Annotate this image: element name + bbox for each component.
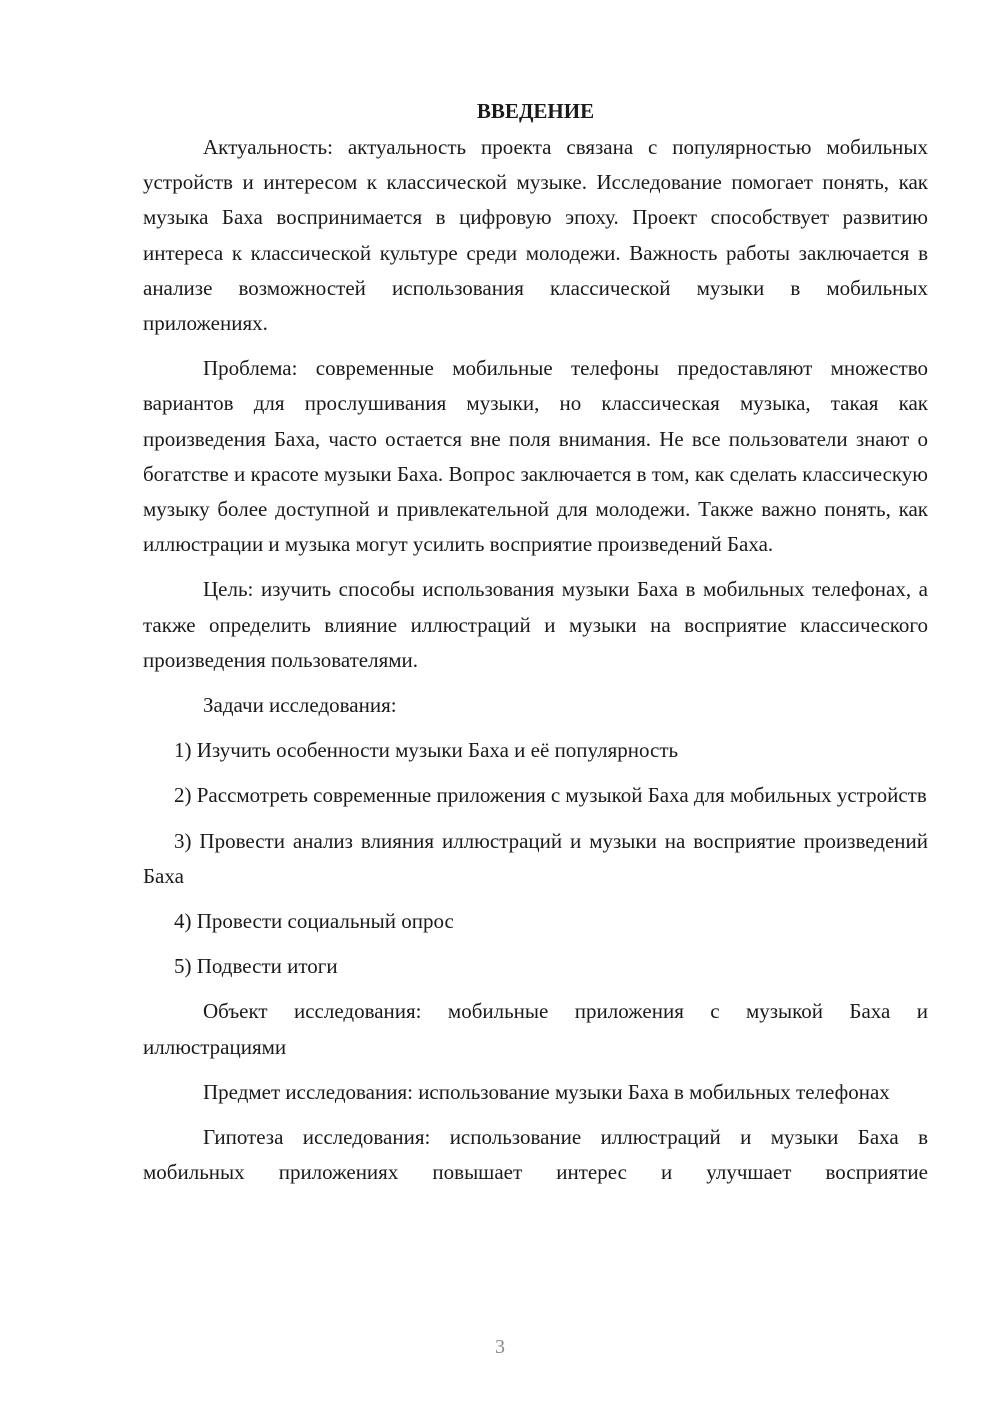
paragraph-object: Объект исследования: мобильные приложения с музыкой Баха и иллюстрациями — [143, 999, 928, 1059]
task-item-5: 5) Подвести итоги — [174, 954, 338, 979]
paragraph-goal: Цель: изучить способы использования музыки Баха в мобильных телефонах, а также определить влияние иллюстраций и музыки на восприятие классического произведения пользователями. — [143, 577, 928, 672]
paragraph-problem: Проблема: современные мобильные телефоны предоставляют множество вариантов для прослушивания музыки, но классическая музыка, такая как произведения Баха, часто остается вне поля внимания. Не все пользователи знают о богатстве и красоте музыки Баха. Вопрос заключается в том, как сделать классическую музыку более доступной и привлекательной для молодежи. Также важно понять, как иллюстрации и музыка могут усилить восприятие произведений Баха. — [143, 356, 928, 557]
task-item-4: 4) Провести социальный опрос — [174, 909, 454, 934]
task-item-1: 1) Изучить особенности музыки Баха и её популярность — [174, 738, 679, 763]
tasks-heading: Задачи исследования: — [203, 693, 397, 718]
paragraph-hypothesis: Гипотеза исследования: использование иллюстраций и музыки Баха в мобильных приложениях повышает интерес и улучшает восприятие — [143, 1125, 928, 1185]
task-item-3: 3) Провести анализ влияния иллюстраций и музыки на восприятие произведений Баха — [143, 828, 928, 888]
page-content — [143, 94, 928, 1200]
paragraph-relevance: Актуальность: актуальность проекта связана с популярностью мобильных устройств и интересом к классической музыке. Исследование помогает понять, как музыка Баха воспринимается в цифровую эпоху. Проект способствует развитию интереса к классической культуре среди молодежи. Важность работы заключается в анализе возможностей использования классической музыки в мобильных приложениях. — [143, 135, 928, 336]
task-item-2: 2) Рассмотреть современные приложения с музыкой Баха для мобильных устройств — [174, 783, 927, 808]
paragraph-subject: Предмет исследования: использование музыки Баха в мобильных телефонах — [203, 1079, 890, 1104]
section-heading: ВВЕДЕНИЕ — [476, 99, 595, 123]
page-number: 3 — [495, 1336, 505, 1358]
